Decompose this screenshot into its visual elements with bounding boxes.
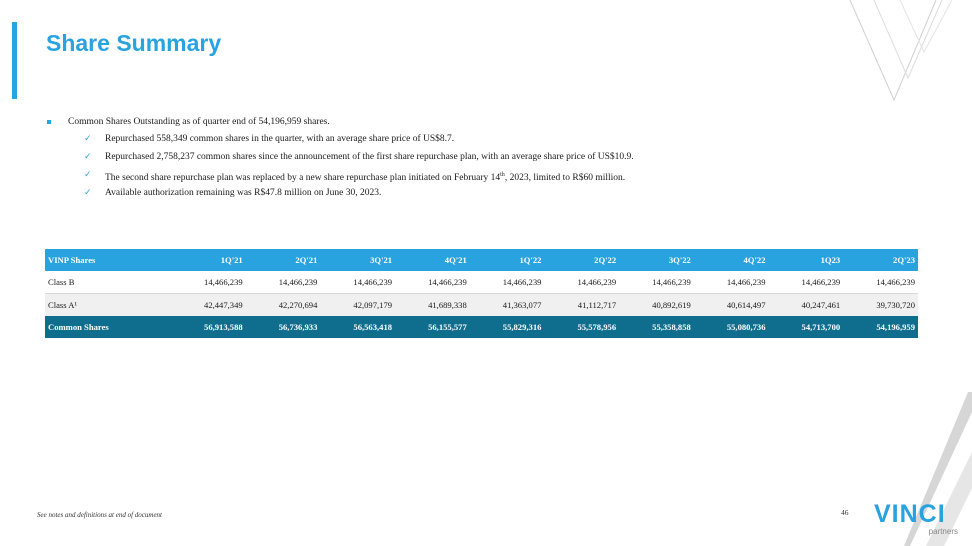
- table-cell: 56,913,588: [171, 316, 246, 338]
- table-cell: 14,466,239: [544, 271, 619, 294]
- table-cell: 41,689,338: [395, 294, 470, 317]
- table-header-cell: 2Q'22: [544, 249, 619, 271]
- table-cell: 41,363,077: [470, 294, 545, 317]
- vinci-logo: [874, 500, 960, 538]
- table-cell: 14,466,239: [769, 271, 844, 294]
- table-cell: 14,466,239: [246, 271, 321, 294]
- table-cell: 55,829,316: [470, 316, 545, 338]
- table-cell: 54,196,959: [843, 316, 918, 338]
- logo-word: VINCI: [874, 500, 946, 528]
- checkmark-icon: ✓: [84, 170, 92, 180]
- title-accent-bar: [12, 22, 17, 99]
- table-cell: 40,614,497: [694, 294, 769, 317]
- checkmark-icon: ✓: [84, 134, 92, 144]
- decorative-v-lines: [840, 0, 972, 102]
- sub-bullet-text: The second share repurchase plan was replaced by a new share repurchase plan initiated on February 14th, 2023, limited to R$60 million.: [105, 172, 626, 184]
- table-header-cell: 1Q23: [769, 249, 844, 271]
- logo-subtitle: partners: [928, 527, 958, 536]
- table-header-cell: 2Q'23: [843, 249, 918, 271]
- table-header-row: [45, 249, 918, 271]
- table-cell: 14,466,239: [470, 271, 545, 294]
- table-header-cell: 4Q'22: [694, 249, 769, 271]
- sub-bullet: ✓ Repurchased 558,349 common shares in the quarter, with an average share price of US$8.7.: [46, 130, 926, 148]
- table-cell: 56,736,933: [246, 316, 321, 338]
- checkmark-icon: ✓: [84, 152, 92, 162]
- table-header-cell: 4Q'21: [395, 249, 470, 271]
- table-cell: 54,713,700: [769, 316, 844, 338]
- table-cell: 40,247,461: [769, 294, 844, 317]
- table-cell: 55,080,736: [694, 316, 769, 338]
- table-header-cell: 1Q'21: [171, 249, 246, 271]
- table-cell: 39,730,720: [843, 294, 918, 317]
- table-cell: Class B: [45, 271, 171, 294]
- table-cell: 40,892,619: [619, 294, 694, 317]
- table-header-cell: 3Q'22: [619, 249, 694, 271]
- shares-table: [45, 249, 918, 338]
- table-row-class-a: [45, 294, 918, 317]
- table-cell: 14,466,239: [619, 271, 694, 294]
- table-row-common-shares: [45, 316, 918, 338]
- square-bullet-icon: [47, 120, 51, 124]
- sub-bullet: ✓ Repurchased 2,758,237 common shares since the announcement of the first share repurchase plan, with an average share price of US$10.9.: [46, 148, 926, 166]
- table-cell: 55,358,858: [619, 316, 694, 338]
- footnote: See notes and definitions at end of document: [37, 511, 163, 519]
- table-cell: 14,466,239: [171, 271, 246, 294]
- table-cell: 55,578,956: [544, 316, 619, 338]
- table-header-cell: 2Q'21: [246, 249, 321, 271]
- table-header-cell: 3Q'21: [320, 249, 395, 271]
- table-cell: 42,097,179: [320, 294, 395, 317]
- table-cell: 14,466,239: [694, 271, 769, 294]
- table-cell: Common Shares: [45, 316, 171, 338]
- bullet-list: [46, 114, 926, 202]
- table-cell: 56,155,577: [395, 316, 470, 338]
- table-cell: 14,466,239: [395, 271, 470, 294]
- table-cell: 42,447,349: [171, 294, 246, 317]
- table-cell: 56,563,418: [320, 316, 395, 338]
- checkmark-icon: ✓: [84, 188, 92, 198]
- table-cell: Class A¹: [45, 294, 171, 317]
- sub-bullet: [46, 166, 926, 184]
- table-cell: 42,270,694: [246, 294, 321, 317]
- bullet-main: Common Shares Outstanding as of quarter end of 54,196,959 shares.: [46, 114, 926, 130]
- sub-bullet: ✓ Available authorization remaining was R$47.8 million on June 30, 2023.: [46, 184, 926, 202]
- table-cell: 14,466,239: [843, 271, 918, 294]
- table-header-cell: 1Q'22: [470, 249, 545, 271]
- table-header-cell: VINP Shares: [45, 249, 171, 271]
- page-title: Share Summary: [46, 30, 222, 56]
- table-cell: 41,112,717: [544, 294, 619, 317]
- table-cell: 14,466,239: [320, 271, 395, 294]
- page-number: 46: [841, 508, 849, 517]
- table-row-class-b: [45, 271, 918, 294]
